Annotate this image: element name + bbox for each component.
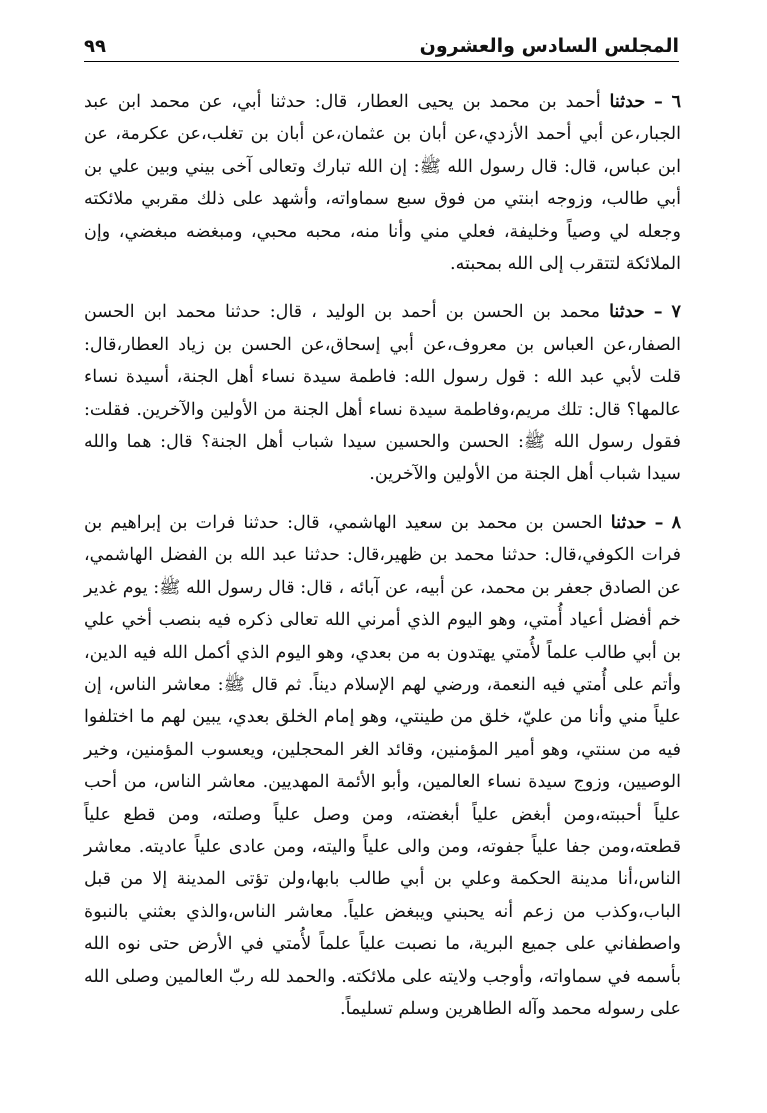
hadith-keyword: حدثنا [609,91,646,112]
hadith-dash: – [654,511,664,533]
page-body [84,86,681,1041]
running-title: المجلس السادس والعشرون [419,35,679,57]
page-header [84,30,679,62]
hadith-text: محمد بن الحسن بن أحمد بن الوليد ، قال: حدثنا محمد ابن الحسن الصفار،عن العباس بن معروف،عن أبي إسحاق،عن الحسن بن زياد العطار،قال: قلت لأبي عبد الله : قول رسول الله: فاطمة سيدة نساء أهل الجنة، أسيدة نساء عالمها؟ قال: تلك مريم،وفاطمة سيدة نساء أهل الجنة من الأولين والآخرين. فقلت: فقول رسول الله ﷺ: الحسن والحسين سيدا شباب أهل الجنة؟ قال: هما والله سيدا شباب أهل الجنة من الأولين والآخرين. [84,302,681,485]
hadith-text: أحمد بن محمد بن يحيى العطار، قال: حدثنا أبي، عن محمد ابن عبد الجبار،عن أبي أحمد الأزدي،عن أبان بن عثمان،عن أبان بن تغلب،عن عكرمة، عن ابن عباس، قال: قال رسول الله ﷺ: إن الله تبارك وتعالى آخى بيني وبين علي بن أبي طالب، وزوجه ابنتي من فوق سبع سماواته، وأشهد على ذلك مقربي ملائكته وجعله لي وصياً وخليفة، فعلي مني وأنا منه، محبه محبي، ومبغضه مبغضي، وإن الملائكة لتتقرب إلى الله بمحبته. [84,92,681,275]
hadith-number: ٦ [671,91,682,112]
hadith-dash: – [653,301,663,323]
hadith-6 [84,86,681,280]
hadith-7 [84,296,681,490]
page-number: ٩٩ [84,36,106,57]
hadith-dash: – [654,91,663,112]
hadith-text: الحسن بن محمد بن سعيد الهاشمي، قال: حدثنا فرات بن إبراهيم بن فرات الكوفي،قال: حدثنا محمد بن ظهير،قال: حدثنا عبد الله بن الفضل الهاشمي، عن الصادق جعفر بن محمد، عن أبيه، عن آبائه ، قال: قال رسول الله ﷺ: يوم غدير خم أفضل أعياد أُمتي، وهو اليوم الذي أمرني الله تعالى ذكره فيه بنصب أخي علي بن أبي طالب علماً لأُمتي يهتدون به من بعدي، وهو اليوم الذي أكمل الله فيه الدين، وأتم على أُمتي فيه النعمة، ورضي لهم الإسلام ديناً. ثم قال ﷺ: معاشر الناس، إن علياً مني وأنا من عليّ، خلق من طينتي، وهو إمام الخلق بعدي، يبين لهم ما اختلفوا فيه من سنتي، وهو أمير المؤمنين، وقائد الغر المحجلين، ويعسوب المؤمنين، وخير الوصيين، وزوج سيدة نساء العالمين، وأبو الأئمة المهديين. معاشر الناس، من أحب علياً أحببته،ومن أبغض علياً أبغضته، ومن وصل علياً وصلته، ومن قطع علياً قطعته،ومن جفا علياً جفوته، ومن والى علياً واليته، ومن عادى علياً عاديته. معاشر الناس،أنا مدينة الحكمة وعلي بن أبي طالب بابها،ولن تؤتى المدينة إلا من قبل الباب،وكذب من زعم أنه يحبني ويبغض علياً. معاشر الناس،والذي بعثني بالنبوة واصطفاني على جميع البرية، ما نصبت علياً علماً لأُمتي في الأرض حتى نوه الله بأسمه في سماواته، وأوجب ولايته على ملائكته. والحمد لله ربّ العالمين وصلى الله على رسوله محمد وآله الطاهرين وسلم تسليماً. [84,512,681,1019]
hadith-number: ٨ [671,511,682,533]
hadith-keyword: حدثنا [609,301,645,323]
hadith-keyword: حدثنا [610,511,647,533]
hadith-8 [84,507,681,1026]
hadith-number: ٧ [671,301,681,323]
